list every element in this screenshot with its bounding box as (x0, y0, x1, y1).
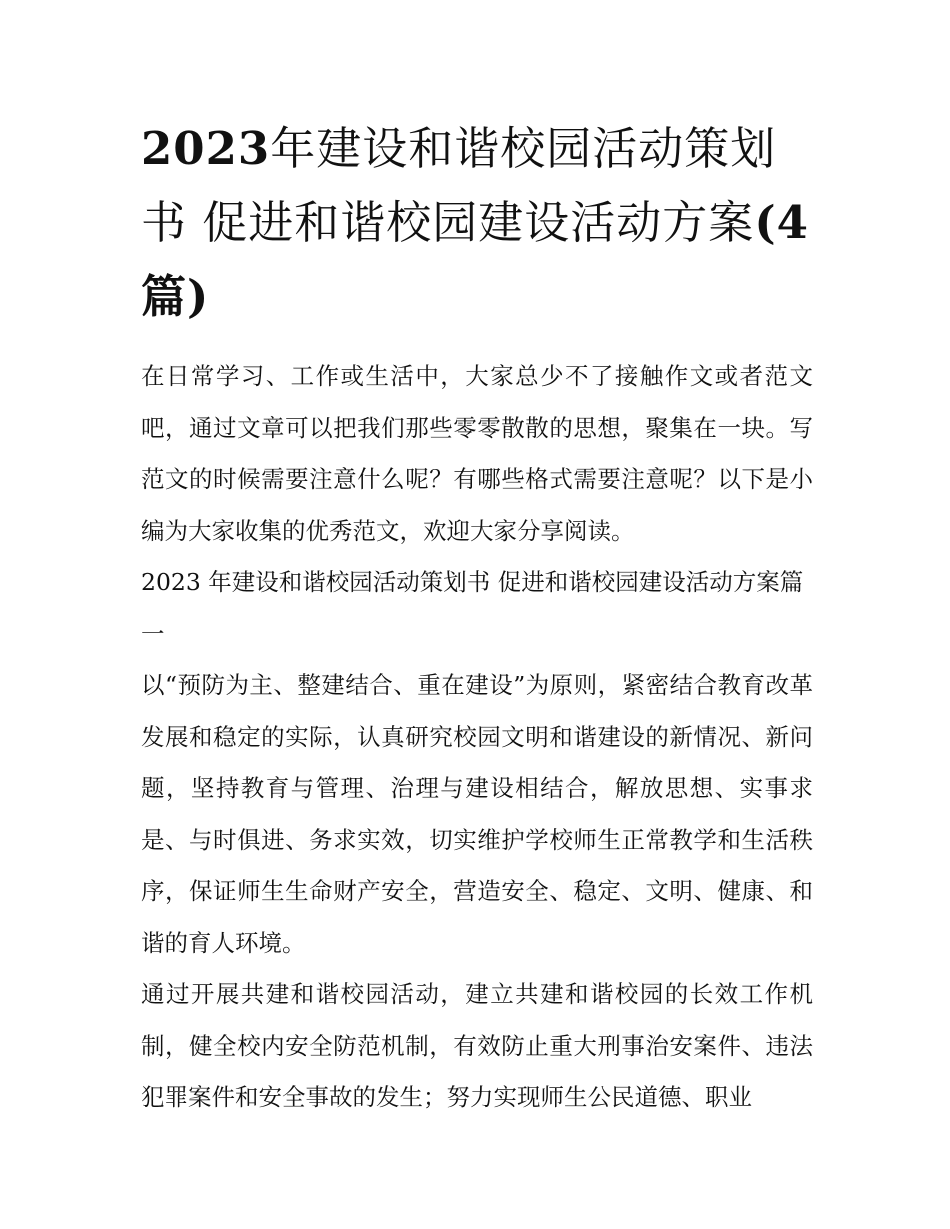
body-paragraph-1: 以“预防为主、整建结合、重在建设”为原则，紧密结合教育改革发展和稳定的实际，认真研究校园文明和谐建设的新情况、新问题，坚持教育与管理、治理与建设相结合，解放思想、实事求是、与时俱进、务求实效，切实维护学校师生正常教学和生活秩序，保证师生生命财产安全，营造安全、稳定、文明、健康、和谐的育人环境。 (141, 671, 813, 957)
document-title (141, 112, 813, 334)
intro-paragraph: 在日常学习、工作或生活中，大家总少不了接触作文或者范文吧，通过文章可以把我们那些零零散散的思想，聚集在一块。写范文的时候需要注意什么呢？有哪些格式需要注意呢？以下是小编为大家收集的优秀范文，欢迎大家分享阅读。 (141, 362, 813, 545)
body-paragraph-2: 通过开展共建和谐校园活动，建立共建和谐校园的长效工作机制，健全校内安全防范机制，有效防止重大刑事治安案件、违法犯罪案件和安全事故的发生；努力实现师生公民道德、职业 (141, 980, 813, 1111)
document-content (141, 112, 813, 1124)
title-main-text: 年建设和谐校园活动策划书 促进和谐校园建设活动方案 (141, 122, 777, 249)
section-heading: 2023 年建设和谐校园活动策划书 促进和谐校园建设活动方案篇一 (141, 568, 804, 648)
title-year: 2023 (141, 122, 271, 175)
title-count: (4 篇) (141, 196, 809, 323)
